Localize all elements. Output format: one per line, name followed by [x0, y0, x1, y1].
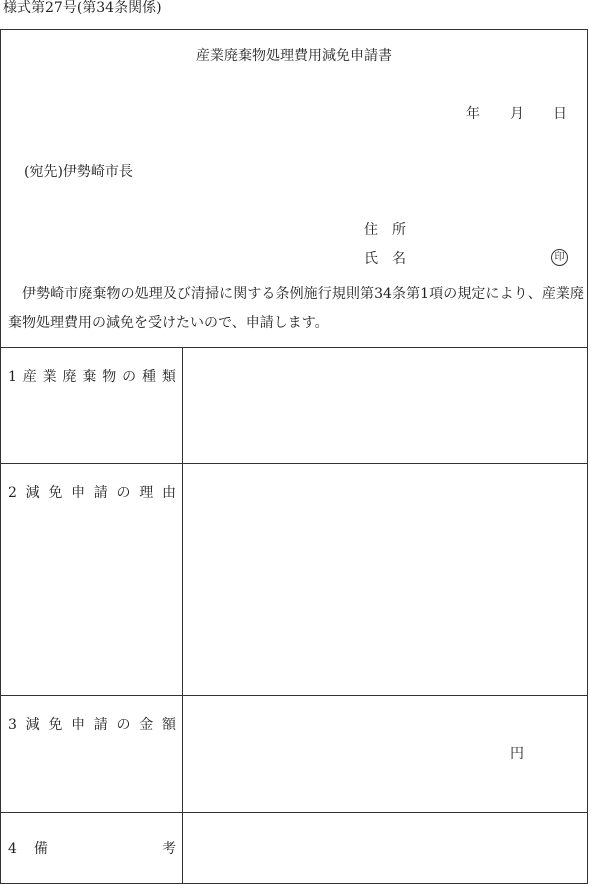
column-divider — [182, 347, 183, 884]
label-char: 由 — [161, 485, 176, 501]
label-char: 金 — [139, 717, 154, 733]
label-char: 棄 — [82, 369, 97, 385]
label-char: 減 — [25, 485, 40, 501]
label-char: 備 — [33, 841, 48, 857]
label-char: 免 — [48, 485, 63, 501]
label-char: 額 — [161, 717, 176, 733]
label-char: の — [116, 485, 131, 501]
label-char: の — [122, 369, 137, 385]
label-char: 類 — [161, 369, 176, 385]
applicant-address-label: 住 所 — [364, 222, 406, 238]
label-char: 申 — [71, 485, 86, 501]
label-char: 減 — [25, 717, 40, 733]
row-number: 1 — [8, 369, 17, 385]
date-month-label: 月 — [510, 106, 524, 122]
label-char: 申 — [71, 717, 86, 733]
row-divider — [0, 463, 588, 464]
row-divider — [0, 812, 588, 813]
label-char: 廃 — [62, 369, 77, 385]
remarks-label-start — [8, 841, 48, 857]
amount-unit-yen: 円 — [510, 746, 524, 762]
row-divider — [0, 347, 588, 348]
row-number: 2 — [8, 485, 17, 501]
application-form — [0, 29, 588, 884]
label-char: 免 — [48, 717, 63, 733]
row-number: 4 — [8, 841, 17, 857]
label-char: 業 — [42, 369, 57, 385]
row-label-remarks — [8, 841, 176, 857]
label-char: 請 — [93, 717, 108, 733]
request-statement: 伊勢崎市廃棄物の処理及び清掃に関する条例施行規則第34条第1項の規定により、産業廃棄物処理費用の減免を受けたいので、申請します。 — [8, 286, 584, 331]
applicant-name-label: 氏 名 — [364, 251, 406, 267]
form-title: 産業廃棄物処理費用減免申請書 — [196, 48, 392, 64]
label-char: 種 — [142, 369, 157, 385]
label-char: 理 — [139, 485, 154, 501]
form-number: 様式第27号(第34条関係) — [3, 0, 162, 16]
label-char: 物 — [102, 369, 117, 385]
row-label-reduction-amount — [8, 717, 176, 733]
addressee: (宛先)伊勢崎市長 — [24, 164, 133, 180]
label-char: 請 — [93, 485, 108, 501]
row-label-waste-type — [8, 369, 176, 385]
seal-mark: 印 — [551, 249, 568, 266]
row-label-reduction-reason — [8, 485, 176, 501]
label-char: 産 — [22, 369, 37, 385]
row-number: 3 — [8, 717, 17, 733]
date-year-label: 年 — [466, 106, 480, 122]
label-char: の — [116, 717, 131, 733]
label-char: 考 — [162, 841, 176, 857]
row-divider — [0, 695, 588, 696]
date-day-label: 日 — [553, 106, 567, 122]
